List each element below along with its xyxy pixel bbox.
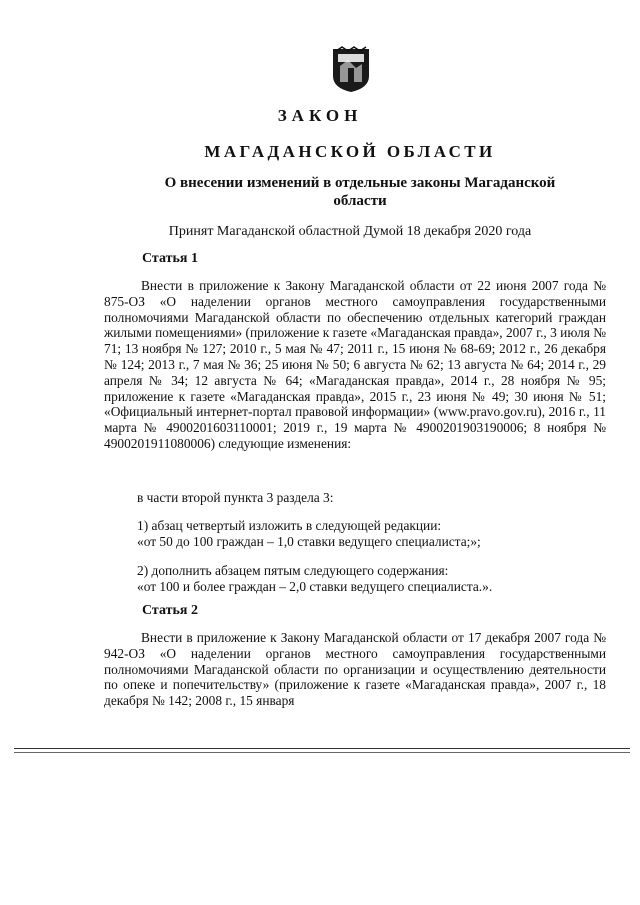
article-2-heading: Статья 2	[142, 603, 198, 618]
region-title: МАГАДАНСКОЙ ОБЛАСТИ	[204, 142, 496, 161]
article-1-heading: Статья 1	[142, 251, 198, 266]
article-1-item-1-title: 1) абзац четвертый изложить в следующей редакции:	[137, 518, 442, 533]
article-1-item-2-text: «от 100 и более граждан – 2,0 ставки ведущего специалиста.».	[137, 579, 493, 594]
page-divider-secondary	[14, 752, 630, 753]
article-1-item-1-text: «от 50 до 100 граждан – 1,0 ставки ведущего специалиста;»;	[137, 534, 481, 549]
article-1-item-2-title: 2) дополнить абзацем пятым следующего содержания:	[137, 563, 449, 578]
subject-title: О внесении изменений в отдельные законы Магаданской области	[164, 175, 556, 209]
law-title: ЗАКОН	[277, 106, 363, 125]
coat-of-arms-emblem-icon	[330, 46, 372, 94]
article-1-intro: Внести в приложение к Закону Магаданской области от 22 июня 2007 года № 875-ОЗ «О наделении органов местного самоуправления государственными полномочиями Магаданской области по обеспечению отдельных категорий граждан жилыми помещениями» (приложение к газете «Магаданская правда», 2007 г., 3 июля № 71; 13 ноября № 127; 2010 г., 5 мая № 47; 2011 г., 15 июня № 68-69; 2012 г., 26 декабря № 124; 2013 г., 7 мая № 36; 25 июня № 50; 6 августа № 62; 13 августа № 64; 2014 г., 29 апреля № 34; 12 августа № 64; «Магаданская правда», 2014 г., 28 ноября № 95; приложение к газете «Магаданская правда», 2015 г., 23 июня № 49; 30 июня № 51; «Официальный интернет-портал правовой информации» (www.pravo.gov.ru), 2016 г., 11 марта № 4900201603110001; 2019 г., 19 марта № 4900201903190006; 8 ноября № 4900201911080006) следующие изменения:	[104, 278, 606, 451]
article-2-intro: Внести в приложение к Закону Магаданской области от 17 декабря 2007 года № 942-ОЗ «О наделении органов местного самоуправления государственными полномочиями Магаданской области по организации и осуществлению деятельности по опеке и попечительству» (приложение к газете «Магаданская правда», 2007 г., 18 декабря № 142; 2008 г., 15 января	[104, 630, 606, 709]
page-divider	[14, 748, 630, 749]
adoption-line: Принят Магаданской областной Думой 18 декабря 2020 года	[168, 224, 532, 239]
article-1-part: в части второй пункта 3 раздела 3:	[137, 490, 334, 505]
